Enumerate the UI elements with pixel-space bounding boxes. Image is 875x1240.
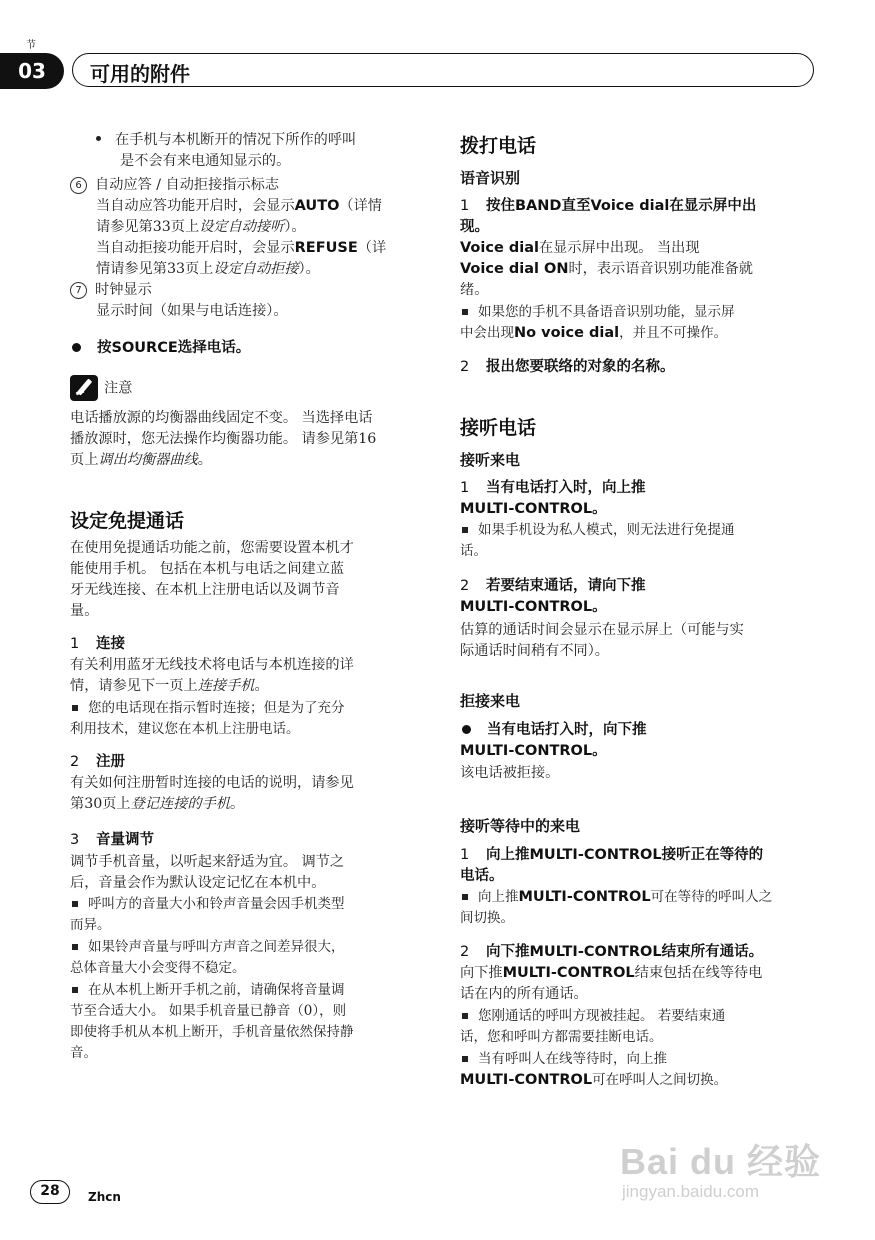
wait-2-text: 向下推MULTI-CONTROL结束包括在线等待电 话在内的所有通话。 [460,965,763,1002]
watermark-url: jingyan.baidu.com [622,1182,760,1201]
item-clock: 7 时钟显示 显示时间（如果与电话连接）。 [70,280,422,322]
section-title-handsfree: 设定免提通话 [70,510,185,532]
connect-text: 有关利用蓝牙无线技术将电话与本机连接的详 情，请参见下一页上连接手机。 [70,657,354,694]
step-connect: 1 连接 [70,636,125,652]
square-bullet-icon [462,309,468,315]
square-bullet-icon [72,901,78,907]
circled-number-7: 7 [70,282,87,299]
bullet-icon [462,725,471,734]
subsection-incoming: 接听来电 [460,451,521,469]
square-bullet-icon [72,705,78,711]
step-register: 2 注册 [70,754,125,770]
step-answer-1: 1 当有电话打入时，向上推 MULTI-CONTROL。 [460,480,646,517]
square-bullet-icon [462,1056,468,1062]
note-header: 注意 [70,375,422,401]
item-auto-indicator: 6 自动应答 / 自动拒接指示标志 当自动应答功能开启时，会显示AUTO（详情 请参见第33页上设定自动接听）。 当自动拒接功能开启时，会显示REFUSE（详 情请参见第33页上设定自动拒接）。 [70,175,422,280]
step-volume: 3 音量调节 [70,832,154,848]
wait-2-note-1: 您刚通话的呼叫方现被挂起。 若要结束通 话，您和呼叫方都需要挂断电话。 [460,1008,726,1045]
section-title-answer: 接听电话 [460,417,537,439]
square-bullet-icon [462,1013,468,1019]
answer-note: 如果手机设为私人模式，则无法进行免提通 话。 [460,522,735,559]
language-code: Zhcn [88,1190,121,1204]
note-text: 电话播放源的均衡器曲线固定不变。 当选择电话 播放源时，您无法操作均衡器功能。 请参见第16 页上调出均衡器曲线。 [70,410,377,468]
reject-text: 该电话被拒接。 [460,765,560,781]
volume-note-2: 如果铃声音量与呼叫方声音之间差异很大， 总体音量大小会变得不稳定。 [70,939,345,976]
baidu-watermark [620,1130,830,1210]
section-number-badge: 03 [0,53,64,89]
source-step: 按SOURCE选择电话。 [70,338,422,359]
page-title: 可用的附件 [90,62,190,86]
volume-note-1: 呼叫方的音量大小和铃声音量会因手机类型 而异。 [70,896,345,933]
wait-2-note-2: 当有呼叫人在线等待时，向上推 MULTI-CONTROL可在呼叫人之间切换。 [460,1051,728,1088]
square-bullet-icon [462,527,468,533]
step-wait-1: 1 向上推MULTI-CONTROL接听正在等待的 电话。 [460,847,764,884]
pencil-note-icon [70,375,98,401]
volume-note-3: 在从本机上断开手机之前，请确保将音量调 节至合适大小。 如果手机音量已静音（0），则 即使将手机从本机上断开，手机音量依然保持静 音。 [70,982,354,1061]
step-wait-2: 2 向下推MULTI-CONTROL结束所有通话。 [460,944,764,960]
circled-number-6: 6 [70,177,87,194]
volume-text: 调节手机音量，以听起来舒适为宜。 调节之 后，音量会作为默认设定记忆在本机中。 [70,854,345,891]
subsection-voice: 语音识别 [460,169,521,187]
square-bullet-icon [462,894,468,900]
section-label: 节 [26,40,36,51]
subsection-reject: 拒接来电 [460,692,521,710]
square-bullet-icon [72,987,78,993]
bullet-icon [96,136,101,141]
step-reject: 当有电话打入时，向下推 MULTI-CONTROL。 [460,722,647,759]
voice-note: 如果您的手机不具备语音识别功能，显示屏 中会出现No voice dial，并且不可操作。 [460,304,735,341]
step-voice-2: 2 报出您要联络的对象的名称。 [460,359,675,375]
disconnect-bullet: 在手机与本机断开的情况下所作的呼叫 是不会有来电通知显示的。 [70,130,422,172]
voice-text: Voice dial在显示屏中出现。 当出现 Voice dial ON时，表示语音识别功能准备就 绪。 [460,240,753,298]
connect-note: 您的电话现在指示暂时连接；但是为了充分 利用技术，建议您在本机上注册电话。 [70,700,345,737]
step-answer-2: 2 若要结束通话，请向下推 MULTI-CONTROL。 [460,578,646,615]
section-title-dial: 拨打电话 [460,135,537,157]
bullet-icon [72,343,81,352]
handsfree-intro: 在使用免提通话功能之前，您需要设置本机才 能使用手机。 包括在本机与电话之间建立蓝 牙无线连接、在本机上注册电话以及调节音 量。 [70,540,354,619]
wait-1-note: 向上推MULTI-CONTROL可在等待的呼叫人之 间切换。 [460,889,773,926]
watermark-logo: Bai du 经验 [620,1141,822,1182]
page-number: 28 [30,1180,70,1204]
step-voice-1: 1 按住BAND直至Voice dial在显示屏中出 现。 [460,198,757,235]
subsection-waiting: 接听等待中的来电 [460,817,581,835]
answer-2-text: 估算的通话时间会显示在显示屏上（可能与实 际通话时间稍有不同）。 [460,622,744,659]
register-text: 有关如何注册暂时连接的电话的说明，请参见 第30页上登记连接的手机。 [70,775,354,812]
square-bullet-icon [72,944,78,950]
